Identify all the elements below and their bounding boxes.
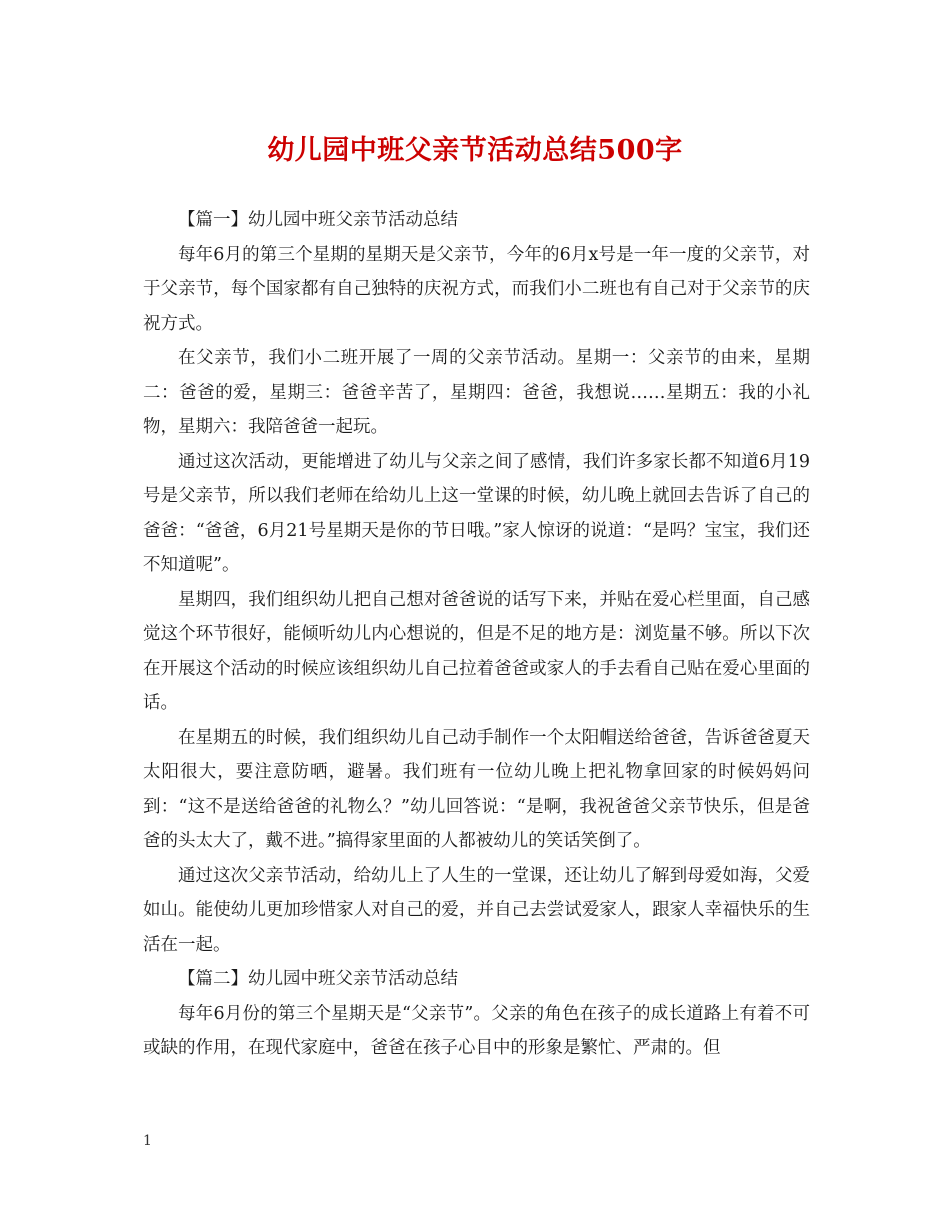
paragraph: 在星期五的时候，我们组织幼儿自己动手制作一个太阳帽送给爸爸，告诉爸爸夏天太阳很大，要注意防晒，避暑。我们班有一位幼儿晚上把礼物拿回家的时候妈妈问到：“这不是送给爸爸的礼物么？”幼儿回答说：“是啊，我祝爸爸父亲节快乐，但是爸爸的头太大了，戴不进。”搞得家里面的人都被幼儿的笑话笑倒了。 bbox=[143, 727, 810, 851]
section-heading-2: 【篇二】幼儿园中班父亲节活动总结 bbox=[178, 969, 458, 989]
section-heading-1: 【篇一】幼儿园中班父亲节活动总结 bbox=[178, 210, 458, 230]
paragraph: 在父亲节，我们小二班开展了一周的父亲节活动。星期一：父亲节的由来，星期二：爸爸的爱，星期三：爸爸辛苦了，星期四：爸爸，我想说……星期五：我的小礼物，星期六：我陪爸爸一起玩。 bbox=[143, 348, 810, 437]
paragraph: 星期四，我们组织幼儿把自己想对爸爸说的话写下来，并贴在爱心栏里面，自己感觉这个环节很好，能倾听幼儿内心想说的，但是不足的地方是：浏览量不够。所以下次在开展这个活动的时候应该组织幼儿自己拉着爸爸或家人的手去看自己贴在爱心里面的话。 bbox=[143, 589, 810, 713]
paragraph: 通过这次活动，更能增进了幼儿与父亲之间了感情，我们许多家长都不知道6月19号是父亲节，所以我们老师在给幼儿上这一堂课的时候，幼儿晚上就回去告诉了自己的爸爸：“爸爸，6月21号星期天是你的节日哦。”家人惊讶的说道：“是吗？宝宝，我们还不知道呢”。 bbox=[143, 451, 810, 575]
paragraph: 每年6月的第三个星期的星期天是父亲节，今年的6月x号是一年一度的父亲节，对于父亲节，每个国家都有自己独特的庆祝方式，而我们小二班也有自己对于父亲节的庆祝方式。 bbox=[143, 244, 810, 334]
paragraph: 每年6月份的第三个星期天是“父亲节”。父亲的角色在孩子的成长道路上有着不可或缺的作用，在现代家庭中，爸爸在孩子心目中的形象是繁忙、严肃的。但 bbox=[143, 1003, 810, 1058]
page-number: 1 bbox=[143, 1133, 152, 1149]
document-body bbox=[143, 203, 810, 1066]
document-title: 幼儿园中班父亲节活动总结500字 bbox=[267, 135, 683, 166]
paragraph: 通过这次父亲节活动，给幼儿上了人生的一堂课，还让幼儿了解到母爱如海，父爱如山。能使幼儿更加珍惜家人对自己的爱，并自己去尝试爱家人，跟家人幸福快乐的生活在一起。 bbox=[143, 865, 810, 955]
